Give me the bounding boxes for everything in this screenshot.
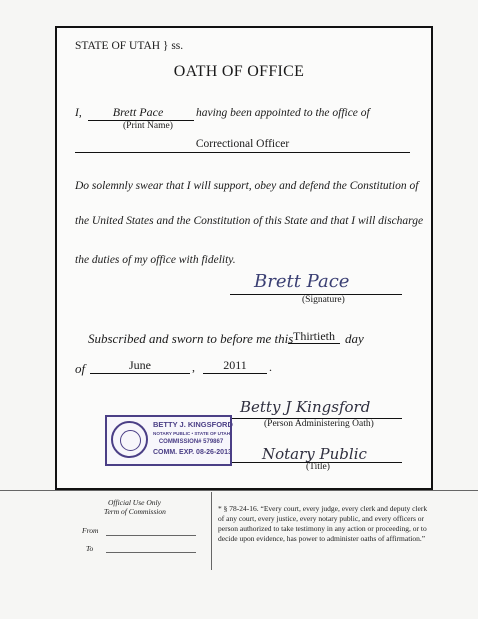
date-period: . — [269, 360, 272, 374]
footer-divider — [0, 490, 478, 491]
appointment-text: having been appointed to the office of — [196, 107, 370, 119]
of-label: of — [75, 361, 86, 376]
sworn-month: June — [129, 358, 151, 372]
administrator-signature: Betty J Kingsford — [240, 398, 371, 416]
stamp-expiration: COMM. EXP. 08-26-2013 — [153, 449, 232, 456]
sworn-text: Subscribed and sworn to before me this — [88, 331, 294, 346]
stamp-commission: COMMISSION# 579867 — [158, 439, 224, 445]
office-title: Correctional Officer — [195, 138, 290, 150]
day-label: day — [345, 331, 364, 346]
to-line — [106, 552, 196, 553]
document-title: OATH OF OFFICE — [173, 63, 305, 80]
printed-name: Brett Pace — [112, 105, 164, 119]
year-underline — [203, 373, 267, 374]
from-label: From — [82, 526, 99, 535]
month-underline — [90, 373, 190, 374]
office-underline — [75, 152, 410, 153]
sworn-year: 2011 — [223, 358, 247, 372]
oath-line-2: the United States and the Constitution of this State and that I will discharge — [75, 215, 424, 227]
administrator-caption: (Person Administering Oath) — [264, 419, 374, 429]
from-line — [106, 535, 196, 536]
handwritten-signature: Brett Pace — [254, 271, 350, 292]
stamp-notary-line: NOTARY PUBLIC • STATE OF UTAH — [153, 431, 231, 436]
state-venue: STATE OF UTAH } ss. — [75, 40, 184, 52]
oath-line-3: the duties of my office with fidelity. — [75, 254, 236, 266]
date-comma: , — [192, 360, 195, 374]
print-name-caption: (Print Name) — [123, 121, 173, 131]
statute-note: * § 78-24-16. “Every court, every judge, every clerk and deputy clerk of any court, every justice, every notary public, and every officers or person authorized to take testimony in any action or proceeding, or to decide upon evidence, has power to administer oaths of affirmation.” — [218, 504, 428, 543]
term-label: Term of Commission — [104, 507, 166, 516]
pronoun-label: I, — [75, 107, 82, 119]
footer-vertical-divider — [211, 492, 212, 570]
title-caption: (Title) — [306, 462, 330, 472]
state-seal-icon — [111, 421, 148, 458]
to-label: To — [86, 544, 94, 553]
title-signature: Notary Public — [262, 445, 367, 463]
oath-line-1: Do solemnly swear that I will support, obey and defend the Constitution of — [75, 180, 419, 192]
stamp-name: BETTY J. KINGSFORD — [153, 420, 233, 429]
notary-stamp — [105, 415, 232, 466]
sworn-day: Thirtieth — [293, 329, 335, 343]
signature-caption: (Signature) — [302, 295, 345, 305]
official-use-label: Official Use Only — [108, 498, 161, 507]
